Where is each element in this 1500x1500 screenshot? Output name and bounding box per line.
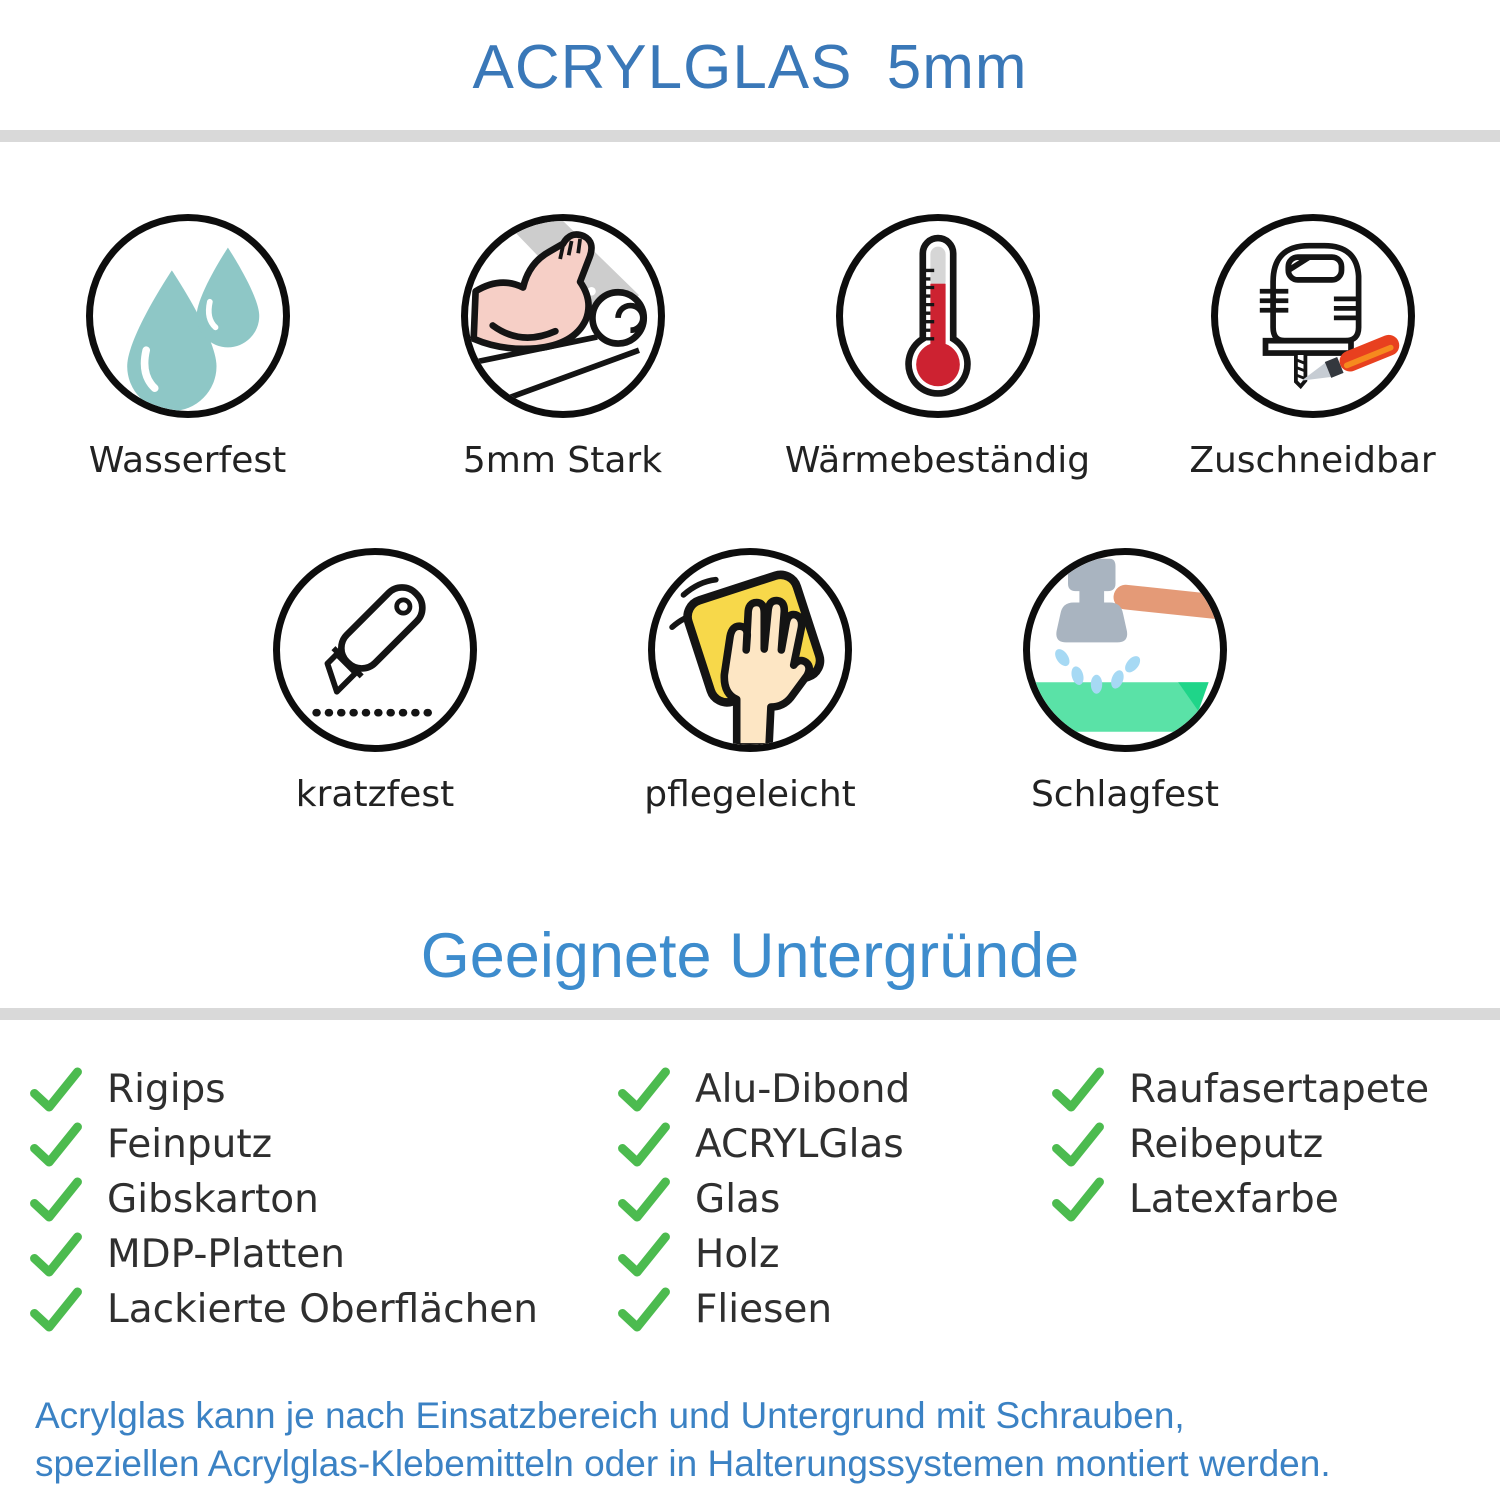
muscle-arm-icon — [461, 214, 665, 418]
check-icon — [618, 1177, 670, 1222]
surface-item — [30, 1227, 538, 1282]
surface-label: Alu-Dibond — [695, 1067, 911, 1112]
mounting-note-line2: speziellen Acrylglas-Klebemitteln oder in Halterungssystemen montiert werden. — [35, 1443, 1331, 1484]
jigsaw-icon — [1211, 214, 1415, 418]
feature-waermebestaendig — [750, 214, 1125, 481]
feature-zuschneidbar — [1125, 214, 1500, 481]
feature-label: Schlagfest — [1030, 774, 1220, 815]
surface-label: Rigips — [107, 1067, 226, 1112]
check-icon — [1052, 1122, 1104, 1167]
feature-label: Zuschneidbar — [1189, 440, 1436, 481]
surfaces-column-2 — [618, 1062, 910, 1337]
surface-item — [618, 1227, 910, 1282]
utility-knife-icon — [273, 548, 477, 752]
thermometer-icon — [836, 214, 1040, 418]
check-icon — [618, 1287, 670, 1332]
feature-label: Wasserfest — [88, 440, 287, 481]
surface-item — [618, 1117, 910, 1172]
feature-label: 5mm Stark — [462, 440, 663, 481]
mounting-note — [35, 1392, 1485, 1488]
surface-item — [618, 1282, 910, 1337]
check-icon — [1052, 1177, 1104, 1222]
surface-label: Gibskarton — [107, 1177, 319, 1222]
features-row-1 — [0, 214, 1500, 481]
cleaning-hand-icon — [648, 548, 852, 752]
surface-label: Reibeputz — [1129, 1122, 1324, 1167]
feature-label: Wärmebeständig — [784, 440, 1091, 481]
check-icon — [30, 1287, 82, 1332]
feature-label: pflegeleicht — [644, 774, 856, 815]
water-drops-icon — [86, 214, 290, 418]
surface-item — [1052, 1117, 1429, 1172]
check-icon — [1052, 1067, 1104, 1112]
page-title: ACRYLGLAS 5mm — [472, 33, 1028, 102]
feature-label: kratzfest — [295, 774, 455, 815]
check-icon — [30, 1232, 82, 1277]
check-icon — [618, 1232, 670, 1277]
divider-bar-top — [0, 130, 1500, 142]
surfaces-column-3 — [1052, 1062, 1429, 1227]
surfaces-column-1 — [30, 1062, 538, 1337]
surface-label: Feinputz — [107, 1122, 273, 1167]
surface-label: Glas — [695, 1177, 781, 1222]
surface-item — [1052, 1172, 1429, 1227]
feature-kratzfest — [188, 548, 563, 815]
feature-schlagfest — [938, 548, 1313, 815]
surface-item — [618, 1172, 910, 1227]
check-icon — [30, 1067, 82, 1112]
divider-bar-bottom — [0, 1008, 1500, 1020]
surface-item — [30, 1172, 538, 1227]
surface-item — [30, 1062, 538, 1117]
surface-label: Fliesen — [695, 1287, 833, 1332]
feature-5mm-stark — [375, 214, 750, 481]
feature-pflegeleicht — [563, 548, 938, 815]
surface-label: MDP-Platten — [107, 1232, 345, 1277]
mounting-note-line1: Acrylglas kann je nach Einsatzbereich und Untergrund mit Schrauben, — [35, 1395, 1185, 1436]
surface-label: Latexfarbe — [1129, 1177, 1339, 1222]
surface-item — [618, 1062, 910, 1117]
check-icon — [618, 1067, 670, 1112]
surface-label: Lackierte Oberflächen — [107, 1287, 539, 1332]
surface-label: Raufasertapete — [1129, 1067, 1430, 1112]
surface-item — [1052, 1062, 1429, 1117]
check-icon — [30, 1177, 82, 1222]
surface-label: ACRYLGlas — [695, 1122, 904, 1167]
surface-item — [30, 1282, 538, 1337]
features-row-2 — [0, 548, 1500, 815]
section-title: Geeignete Untergründe — [420, 921, 1080, 991]
hammer-icon — [1023, 548, 1227, 752]
check-icon — [618, 1122, 670, 1167]
surface-label: Holz — [695, 1232, 780, 1277]
feature-wasserfest — [0, 214, 375, 481]
surface-item — [30, 1117, 538, 1172]
check-icon — [30, 1122, 82, 1167]
